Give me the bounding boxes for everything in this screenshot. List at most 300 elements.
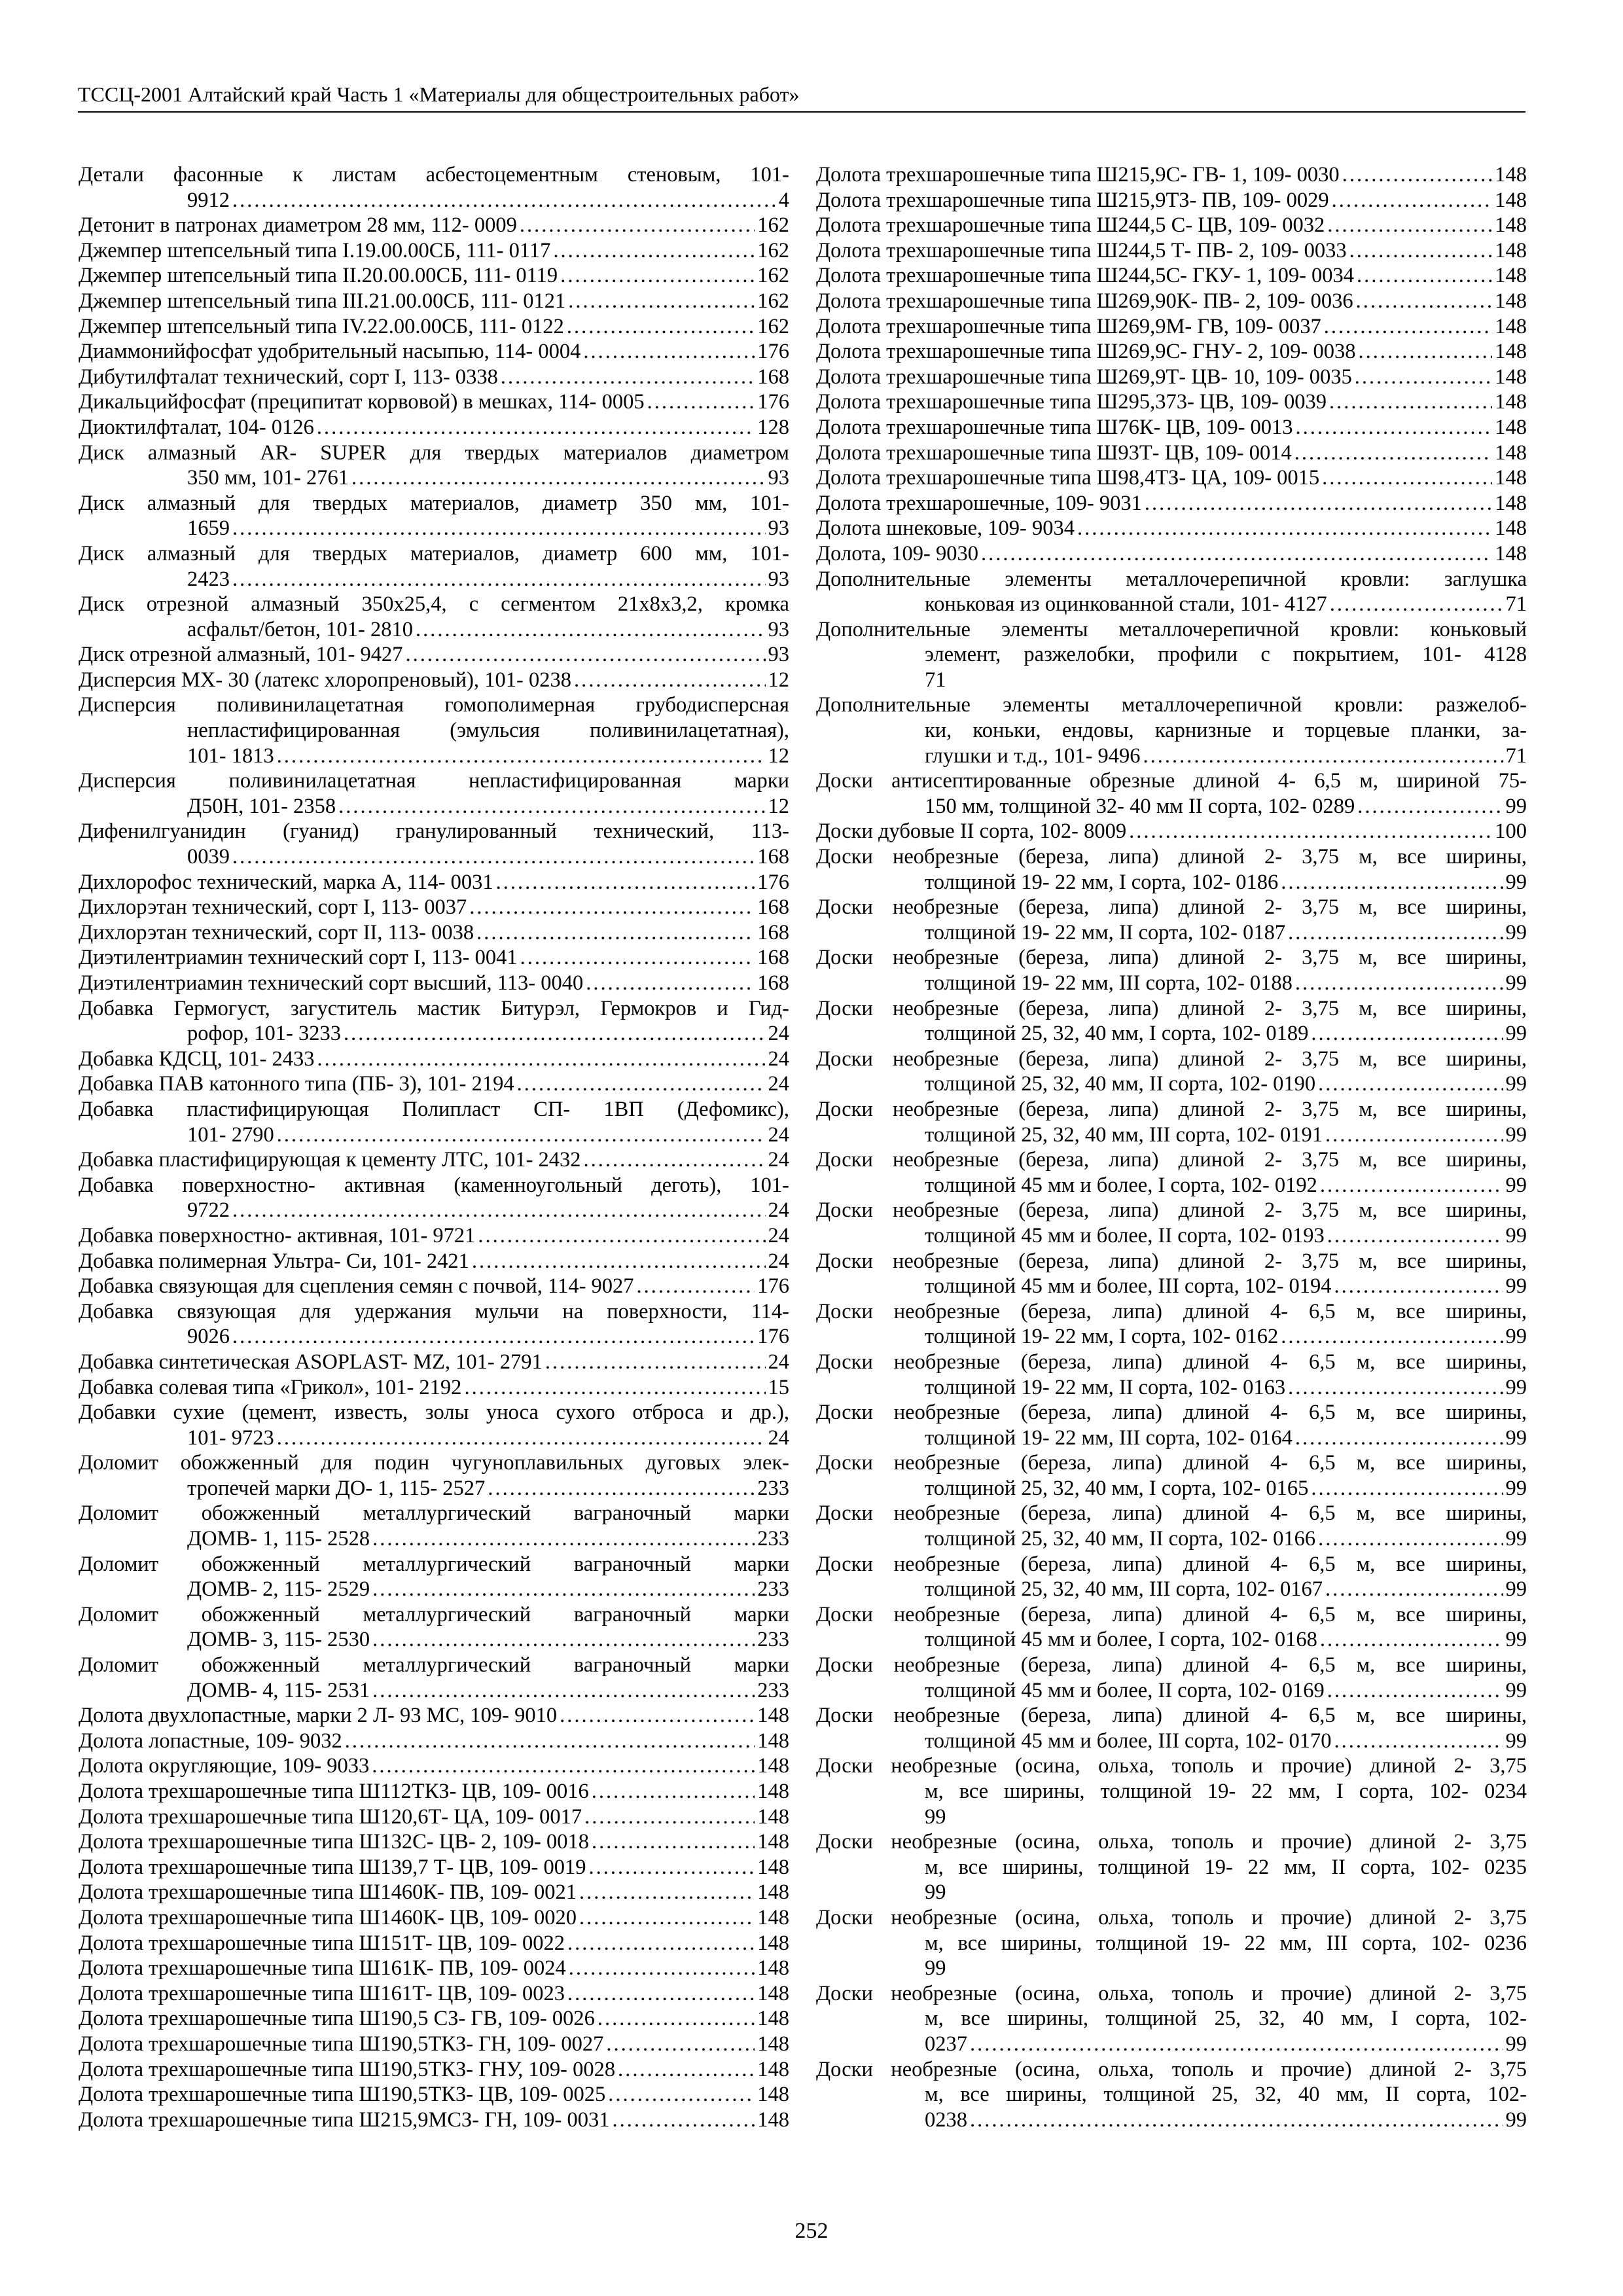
entry-page-number: 176 [757, 340, 789, 364]
page-number: 252 [794, 2219, 829, 2243]
dot-leader [569, 1956, 755, 1981]
index-entry [79, 768, 789, 819]
entry-text: Долота трехшарошечные типа Ш244,5С- ГКУ- 1, 109- 0034 [816, 264, 1355, 288]
entry-line: м, все ширины, толщиной 25, 32, 40 мм, II сорта, 102- [925, 2083, 1527, 2107]
index-entry [816, 996, 1527, 1047]
entry-page-number: 99 [1505, 1426, 1527, 1450]
entry-text: Долота трехшарошечные типа Ш190,5ТКЗ- ГН, 109- 0027 [79, 2032, 604, 2056]
index-entry [816, 188, 1527, 213]
entry-page-number: 168 [757, 971, 789, 995]
entry-page-number: 12 [768, 744, 789, 768]
dot-leader [583, 339, 755, 365]
dot-leader [338, 794, 765, 819]
dot-leader [1357, 263, 1492, 289]
entry-page-number: 24 [768, 1350, 789, 1374]
entry-text: Добавка ПАВ катонного типа (ПБ- 3), 101- 2194 [79, 1072, 514, 1096]
entry-page-number: 148 [1495, 440, 1527, 465]
dot-leader [416, 617, 766, 643]
index-entry [816, 617, 1527, 693]
entry-line: Доски необрезные (осина, ольха, тополь и прочие) длиной 2- 3,75 [816, 1981, 1527, 2005]
index-entry [816, 1552, 1527, 1602]
entry-text: 2423 [187, 567, 230, 591]
entry-text: 101- 9723 [187, 1426, 274, 1450]
entry-page-number: 99 [1505, 1274, 1527, 1299]
entry-line: Доломит обожженный металлургический ваграночный марки [79, 1501, 789, 1526]
entry-text: Долота трехшарошечные типа Ш1460К- ЦВ, 109- 0020 [79, 1905, 577, 1929]
dot-leader [488, 1476, 755, 1501]
entry-line: Доски необрезные (осина, ольха, тополь и прочие) длиной 2- 3,75 [816, 2057, 1527, 2081]
index-entry [79, 491, 789, 541]
entry-page-number: 148 [757, 1704, 789, 1728]
dot-leader [1329, 389, 1492, 415]
entry-page-number: 93 [768, 617, 789, 641]
entry-line: Доски необрезные (осина, ольха, тополь и прочие) длиной 2- 3,75 [816, 1830, 1527, 1854]
index-entry [79, 1653, 789, 1703]
entry-text: Диоктилфталат, 104- 0126 [79, 415, 314, 439]
entry-page-number: 148 [1495, 541, 1527, 565]
index-column-left [79, 162, 789, 2132]
entry-text: Долота трехшарошечные типа Ш244,5 С- ЦВ, 109- 0032 [816, 213, 1325, 238]
index-entry [79, 2082, 789, 2108]
index-entry [79, 1274, 789, 1299]
dot-leader [1334, 1729, 1503, 1754]
entry-page-number: 168 [757, 920, 789, 944]
entry-page-number: 233 [757, 1577, 789, 1602]
entry-page-number: 148 [757, 1729, 789, 1753]
dot-leader [1296, 415, 1493, 440]
index-entry [816, 1249, 1527, 1299]
entry-text: Диск отрезной алмазный, 101- 9427 [79, 643, 403, 667]
entry-text: толщиной 19- 22 мм, II сорта, 102- 0187 [925, 920, 1286, 944]
index-entry [816, 1097, 1527, 1147]
index-entry [79, 1729, 789, 1754]
dot-leader [406, 642, 766, 668]
entry-page-number: 148 [1495, 238, 1527, 262]
index-entry [79, 1047, 789, 1072]
dot-leader [1295, 971, 1503, 996]
index-entry [79, 1450, 789, 1501]
entry-text: Долота трехшарошечные типа Ш244,5 Т- ПВ- 2, 109- 0033 [816, 238, 1347, 262]
entry-line: Дополнительные элементы металлочерепичной кровли: коньковый [816, 617, 1527, 641]
entry-page-number: 99 [1505, 1173, 1527, 1197]
entry-page-number: 99 [1505, 794, 1527, 818]
dot-leader [344, 1021, 765, 1047]
dot-leader [345, 1729, 755, 1754]
index-entry [79, 2108, 789, 2133]
entry-text: Джемпер штепсельный типа I.19.00.00СБ, 111- 0117 [79, 238, 551, 262]
index-entry [816, 1905, 1527, 1981]
index-entry [79, 541, 789, 592]
entry-text: 71 [925, 668, 946, 692]
entry-page-number: 93 [768, 567, 789, 591]
entry-line: Дополнительные элементы металлочерепичной кровли: разжелоб- [816, 693, 1527, 717]
entry-page-number: 148 [757, 1804, 789, 1829]
entry-page-number: 148 [1495, 163, 1527, 187]
header-title: ТССЦ-2001 Алтайский край Часть 1 «Материалы для общестроительных работ» [78, 82, 800, 106]
index-entry [816, 1753, 1527, 1829]
dot-leader [501, 365, 755, 390]
entry-text: Долота трехшарошечные типа Ш161Т- ЦВ, 109- 0023 [79, 1981, 565, 2005]
entry-line: Доломит обожженный металлургический ваграночный марки [79, 1602, 789, 1626]
entry-page-number: 99 [1505, 1729, 1527, 1753]
index-entry [79, 1097, 789, 1147]
entry-text: Диэтилентриамин технический сорт I, 113- 0041 [79, 946, 518, 970]
index-entry [816, 389, 1527, 415]
entry-page-number: 233 [757, 1678, 789, 1702]
entry-page-number: 148 [1495, 415, 1527, 439]
entry-page-number: 162 [757, 213, 789, 238]
entry-page-number: 71 [1505, 744, 1527, 768]
dot-leader [1288, 920, 1503, 946]
index-entry [79, 2032, 789, 2057]
index-entry [79, 365, 789, 390]
dot-leader [1288, 1375, 1503, 1401]
entry-line: Добавка пластифицирующая Полипласт СП- 1ВП (Дефомикс), [79, 1097, 789, 1121]
entry-page-number: 24 [768, 1022, 789, 1046]
dot-leader [1294, 440, 1493, 466]
entry-text: Долота трехшарошечные типа Ш269,9М- ГВ, 109- 0037 [816, 314, 1321, 338]
entry-text: Долота округляющие, 109- 9033 [79, 1754, 370, 1778]
dot-leader [1318, 1526, 1503, 1552]
entry-page-number: 148 [1495, 340, 1527, 364]
index-entry [816, 768, 1527, 819]
index-entry [79, 668, 789, 693]
dot-leader [351, 465, 766, 491]
dot-leader [553, 238, 755, 264]
entry-text: Дибутилфталат технический, сорт I, 113- 0338 [79, 365, 498, 389]
entry-line: Доски необрезные (береза, липа) длиной 2- 3,75 м, все ширины, [816, 1148, 1527, 1172]
index-entry [816, 365, 1527, 390]
dot-leader [637, 1274, 755, 1299]
dot-leader [567, 1981, 755, 2007]
entry-text: толщиной 19- 22 мм, I сорта, 102- 0162 [925, 1325, 1279, 1349]
entry-line: Доски необрезные (береза, липа) длиной 4- 6,5 м, все ширины, [816, 1350, 1527, 1374]
dot-leader [517, 1071, 766, 1097]
dot-leader [612, 2108, 755, 2133]
entry-text: Диэтилентриамин технический сорт высший, 113- 0040 [79, 971, 584, 995]
dot-leader [592, 1829, 755, 1855]
entry-text: Долота трехшарошечные, 109- 9031 [816, 491, 1142, 515]
entry-page-number: 93 [768, 466, 789, 490]
index-entry [79, 440, 789, 491]
entry-text: Долота трехшарошечные типа Ш151Т- ЦВ, 109- 0022 [79, 1931, 565, 1955]
dot-leader [584, 1804, 755, 1830]
entry-text: Добавка связующая для сцепления семян с почвой, 114- 9027 [79, 1274, 634, 1299]
dot-leader [592, 1779, 755, 1804]
index-entry [816, 945, 1527, 996]
entry-page-number: 148 [1495, 466, 1527, 490]
entry-text: 0237 [925, 2032, 967, 2056]
entry-text: 0039 [187, 845, 230, 869]
index-entry [79, 870, 789, 895]
index-entry [816, 238, 1527, 264]
entry-text: 101- 2790 [187, 1122, 274, 1147]
index-entry [79, 289, 789, 314]
index-entry [79, 2057, 789, 2083]
dot-leader [232, 188, 776, 213]
index-entry [79, 592, 789, 642]
dot-leader [606, 2032, 755, 2057]
dot-leader [1129, 819, 1492, 844]
dot-leader [232, 516, 766, 541]
dot-leader [469, 895, 755, 920]
index-entry [816, 465, 1527, 491]
index-entry [79, 1981, 789, 2007]
index-entry [79, 1552, 789, 1602]
dot-leader [560, 263, 755, 289]
entry-line: Доломит обожженный для подин чугуноплавильных дуговых элек- [79, 1451, 789, 1475]
dot-leader [317, 1047, 766, 1072]
entry-line: м, все ширины, толщиной 19- 22 мм, II сорта, 102- 0235 [925, 1855, 1527, 1879]
entry-text: 9912 [187, 188, 230, 212]
entry-line: Детали фасонные к листам асбестоцементным стеновым, 101- [79, 163, 789, 187]
dot-leader [1327, 213, 1492, 238]
entry-text: Долота трехшарошечные типа Ш132С- ЦВ- 2, 109- 0018 [79, 1830, 589, 1854]
index-entry [816, 1198, 1527, 1248]
entry-page-number: 12 [768, 794, 789, 818]
dot-leader [1325, 1577, 1503, 1602]
dot-leader [1325, 1122, 1503, 1148]
entry-text: Долота трехшарошечные типа Ш161К- ПВ, 109- 0024 [79, 1956, 566, 1981]
entry-text: Дикальцийфосфат (преципитат корвовой) в мешках, 114- 0005 [79, 390, 645, 414]
entry-page-number: 24 [768, 1148, 789, 1172]
entry-page-number: 148 [1495, 289, 1527, 313]
index-entry [79, 1249, 789, 1274]
entry-line: Доски необрезные (осина, ольха, тополь и прочие) длиной 2- 3,75 [816, 1754, 1527, 1778]
index-entry [79, 314, 789, 340]
entry-page-number: 168 [757, 946, 789, 970]
entry-line: Дифенилгуанидин (гуанид) гранулированный технический, 113- [79, 819, 789, 844]
entry-line: Доски необрезные (береза, липа) длиной 4- 6,5 м, все ширины, [816, 1501, 1527, 1526]
dot-leader [1322, 465, 1492, 491]
entry-page-number: 162 [757, 289, 789, 313]
entry-page-number: 93 [768, 516, 789, 541]
dot-leader [372, 1753, 755, 1779]
dot-leader [568, 289, 755, 314]
dot-leader [476, 920, 755, 946]
entry-text: тропечей марки ДО- 1, 115- 2527 [187, 1476, 486, 1500]
entry-text: Добавка солевая типа «Грикол», 101- 2192 [79, 1375, 462, 1399]
index-entry [816, 415, 1527, 440]
entry-page-number: 99 [1505, 920, 1527, 944]
entry-text: ДОМВ- 2, 115- 2529 [187, 1577, 370, 1602]
entry-line: ки, коньки, ендовы, карнизные и торцевые планки, за- [925, 719, 1527, 743]
dot-leader [1324, 314, 1493, 340]
index-entry [816, 895, 1527, 945]
entry-text: 150 мм, толщиной 32- 40 мм II сорта, 102- 0289 [925, 794, 1355, 818]
dot-leader [317, 415, 755, 440]
index-entry [79, 1956, 789, 1981]
entry-page-number: 148 [1495, 365, 1527, 389]
entry-page-number: 15 [768, 1375, 789, 1399]
entry-page-number: 233 [757, 1628, 789, 1652]
entry-text: Долота трехшарошечные типа Ш269,9Т- ЦВ- 10, 109- 0035 [816, 365, 1352, 389]
dot-leader [520, 213, 755, 238]
entry-text: толщиной 45 мм и более, I сорта, 102- 0192 [925, 1173, 1317, 1197]
entry-text: толщиной 25, 32, 40 мм, II сорта, 102- 0166 [925, 1527, 1316, 1551]
entry-page-number: 100 [1495, 819, 1527, 844]
entry-line: Дисперсия поливинилацетатная гомополимерная грубодисперсная [79, 693, 789, 717]
entry-line: Добавка связующая для удержания мульчи на поверхности, 114- [79, 1299, 789, 1323]
entry-page-number: 99 [1505, 1223, 1527, 1247]
entry-line: Доломит обожженный металлургический ваграночный марки [79, 1653, 789, 1677]
dot-leader [232, 1198, 766, 1223]
entry-page-number: 99 [1505, 1577, 1527, 1602]
entry-page-number: 162 [757, 264, 789, 288]
dot-leader [1318, 1071, 1503, 1097]
index-entry [79, 1071, 789, 1097]
entry-text: Долота трехшарошечные типа Ш98,4ТЗ- ЦА, 109- 0015 [816, 466, 1320, 490]
index-entry [816, 1299, 1527, 1350]
entry-page-number: 233 [757, 1527, 789, 1551]
entry-text: 350 мм, 101- 2761 [187, 466, 349, 490]
entry-line: Дисперсия поливинилацетатная непластифицированная марки [79, 769, 789, 793]
dot-leader [520, 945, 755, 971]
entry-page-number: 71 [1505, 592, 1527, 617]
entry-text: толщиной 25, 32, 40 мм, I сорта, 102- 0189 [925, 1022, 1309, 1046]
entry-line: Диск отрезной алмазный 350x25,4, с сегментом 21x8x3,2, кромка [79, 592, 789, 617]
entry-text: толщиной 45 мм и более, II сорта, 102- 0169 [925, 1678, 1325, 1702]
index-entry [79, 1703, 789, 1729]
entry-page-number: 4 [778, 188, 789, 212]
entry-page-number: 128 [757, 415, 789, 439]
entry-line: Доски антисептированные обрезные длиной 4- 6,5 м, шириной 75- [816, 769, 1527, 793]
entry-line: Доломит обожженный металлургический ваграночный марки [79, 1552, 789, 1576]
entry-page-number: 99 [1505, 1628, 1527, 1652]
dot-leader [496, 870, 755, 895]
entry-line: Диск алмазный для твердых материалов, диаметр 600 мм, 101- [79, 541, 789, 565]
dot-leader [472, 1249, 766, 1274]
entry-page-number: 12 [768, 668, 789, 692]
entry-page-number: 24 [768, 1223, 789, 1247]
entry-line: Доски необрезные (береза, липа) длиной 2- 3,75 м, все ширины, [816, 1249, 1527, 1273]
entry-page-number: 148 [757, 1780, 789, 1803]
entry-text: Долота двухлопастные, марки 2 Л- 93 МС, 109- 9010 [79, 1704, 558, 1728]
index-entry [79, 213, 789, 238]
entry-page-number: 176 [757, 870, 789, 894]
entry-page-number: 148 [1495, 188, 1527, 212]
index-entry [816, 692, 1527, 768]
index-entry [816, 541, 1527, 567]
index-entry [816, 516, 1527, 541]
entry-text: толщиной 19- 22 мм, II сорта, 102- 0163 [925, 1375, 1286, 1399]
entry-page-number: 24 [768, 1047, 789, 1071]
dot-leader [970, 2032, 1503, 2057]
entry-text: Добавка полимерная Ультра- Си, 101- 2421 [79, 1249, 469, 1273]
entry-text: толщиной 25, 32, 40 мм, II сорта, 102- 0190 [925, 1072, 1316, 1096]
entry-page-number: 99 [1505, 971, 1527, 995]
entry-line: Доски необрезные (береза, липа) длиной 4- 6,5 м, все ширины, [816, 1704, 1527, 1728]
entry-page-number: 148 [757, 2108, 789, 2132]
index-entry [816, 491, 1527, 516]
entry-text: толщиной 25, 32, 40 мм, I сорта, 102- 0165 [925, 1476, 1309, 1500]
entry-page-number: 176 [757, 1325, 789, 1349]
index-entry [816, 162, 1527, 188]
index-entry [816, 1147, 1527, 1198]
page-header [78, 73, 1525, 113]
entry-page-number: 99 [1505, 1072, 1527, 1096]
dot-leader [1358, 339, 1492, 365]
entry-page-number: 99 [1505, 1022, 1527, 1046]
entry-page-number: 99 [1505, 1122, 1527, 1147]
entry-text: 9026 [187, 1325, 230, 1349]
entry-line: непластифицированная (эмульсия поливинилацетатная), [187, 719, 789, 743]
index-entry [79, 971, 789, 996]
dot-leader [584, 1147, 766, 1173]
entry-page-number: 148 [757, 2057, 789, 2081]
index-entry [79, 1147, 789, 1173]
dot-leader [277, 1122, 766, 1148]
dot-leader [1077, 516, 1492, 541]
entry-text: коньковая из оцинкованной стали, 101- 4127 [925, 592, 1327, 617]
entry-text: Долота трехшарошечные типа Ш93Т- ЦВ, 109- 0014 [816, 440, 1292, 465]
index-entry [816, 1981, 1527, 2057]
entry-text: 99 [925, 1804, 946, 1829]
dot-leader [277, 1426, 766, 1451]
index-entry [79, 996, 789, 1047]
entry-page-number: 99 [1505, 1678, 1527, 1702]
index-entry [79, 1400, 789, 1450]
entry-page-number: 99 [1505, 2032, 1527, 2056]
entry-page-number: 99 [1505, 1375, 1527, 1399]
entry-line: Добавка Гермогуст, загуститель мастик Битурэл, Гермокров и Гид- [79, 996, 789, 1020]
dot-leader [608, 2082, 755, 2108]
entry-line: Доски необрезные (береза, липа) длиной 4- 6,5 м, все ширины, [816, 1653, 1527, 1677]
entry-line: Диск алмазный для твердых материалов, диаметр 350 мм, 101- [79, 491, 789, 515]
entry-page-number: 148 [757, 1931, 789, 1955]
entry-page-number: 148 [757, 1905, 789, 1929]
index-entry [79, 339, 789, 365]
entry-text: Доски дубовые II сорта, 102- 8009 [816, 819, 1127, 844]
index-entry [816, 567, 1527, 617]
entry-line: Доски необрезные (береза, липа) длиной 2- 3,75 м, все ширины, [816, 845, 1527, 869]
entry-line: м, все ширины, толщиной 19- 22 мм, I сорта, 102- 0234 [925, 1780, 1527, 1803]
entry-line: Добавки сухие (цемент, известь, золы уноса сухого отброса и др.), [79, 1401, 789, 1425]
dot-leader [1311, 1476, 1503, 1501]
entry-text: Джемпер штепсельный типа III.21.00.00СБ, 111- 0121 [79, 289, 566, 313]
dot-leader [1320, 1627, 1503, 1653]
entry-page-number: 168 [757, 365, 789, 389]
entry-text: Джемпер штепсельный типа IV.22.00.00СБ, 111- 0122 [79, 314, 564, 338]
dot-leader [647, 389, 755, 415]
entry-text: рофор, 101- 3233 [187, 1022, 342, 1046]
entry-line: Добавка поверхностно- активная (каменноугольный деготь), 101- [79, 1173, 789, 1197]
index-entry [816, 844, 1527, 895]
dot-leader [618, 2057, 755, 2083]
index-entry [816, 2057, 1527, 2133]
index-entry [79, 238, 789, 264]
index-entry [816, 1501, 1527, 1551]
entry-page-number: 24 [768, 1426, 789, 1450]
dot-leader [1355, 365, 1492, 390]
entry-line: Доски необрезные (береза, липа) длиной 2- 3,75 м, все ширины, [816, 895, 1527, 920]
dot-leader [372, 1577, 755, 1602]
dot-leader [588, 1855, 755, 1880]
entry-page-number: 148 [1495, 264, 1527, 288]
entry-page-number: 148 [757, 1830, 789, 1854]
entry-page-number: 99 [1505, 1325, 1527, 1349]
index-entry [79, 920, 789, 946]
dot-leader [277, 744, 766, 769]
entry-text: толщиной 19- 22 мм, I сорта, 102- 0186 [925, 870, 1279, 894]
entry-text: Диаммонийфосфат удобрительный насыпью, 114- 0004 [79, 340, 581, 364]
entry-line: Диск алмазный AR- SUPER для твердых материалов диаметром [79, 440, 789, 465]
index-entry [816, 1450, 1527, 1501]
entry-line: Доски необрезные (береза, липа) длиной 4- 6,5 м, все ширины, [816, 1451, 1527, 1475]
index-entry [816, 1047, 1527, 1097]
index-entry [79, 1855, 789, 1880]
entry-text: Добавка пластифицирующая к цементу ЛТС, 101- 2432 [79, 1148, 581, 1172]
